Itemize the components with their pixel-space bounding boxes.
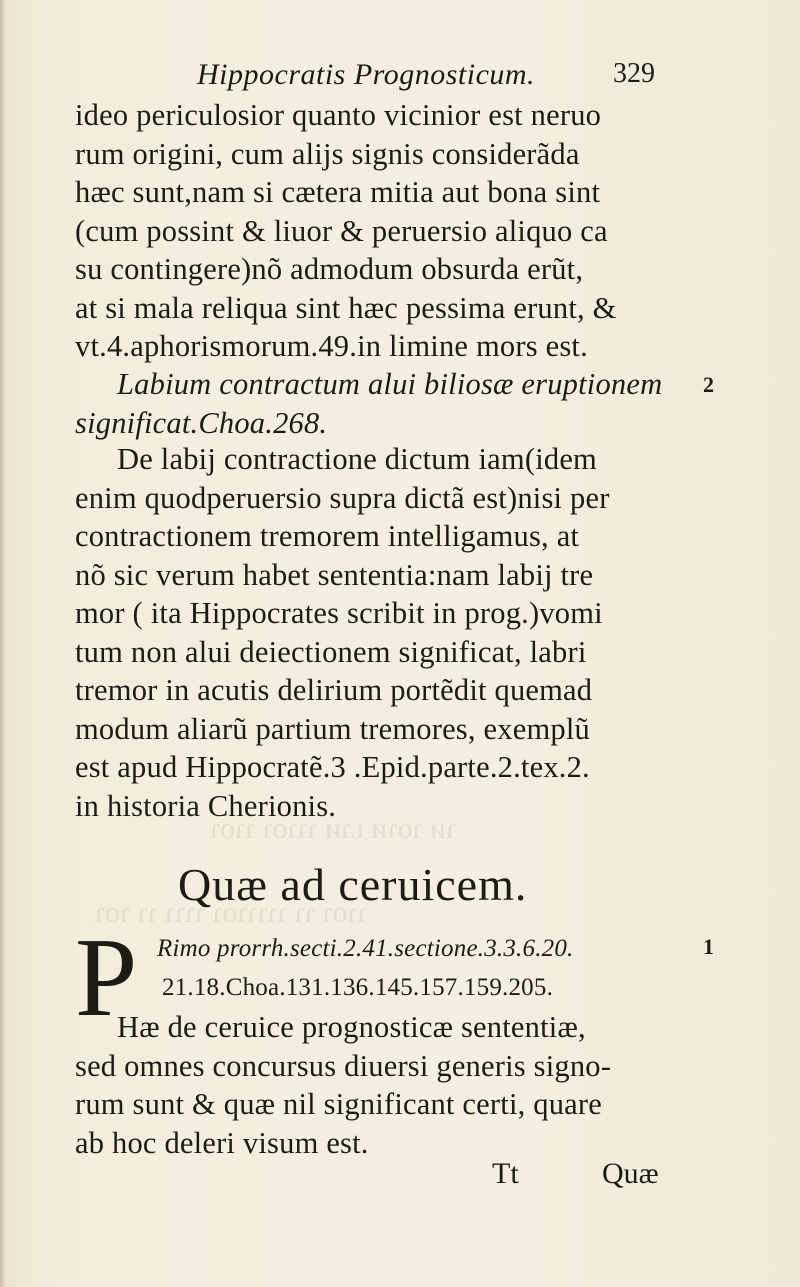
text-line: rum sunt & quæ nil significant certi, quare [75,1087,602,1121]
text-line: enim quodperuersio supra dictã est)nisi per [75,480,610,515]
text-line: vt.4.aphorismorum.49.in limine mors est. [75,329,588,363]
reference-block [157,930,677,1007]
margin-note: 1 [703,934,714,959]
margin-note: 2 [703,372,714,397]
text-line: in historia Cherionis. [75,788,337,823]
text-line: rum origini, cum alijs signis considerãda [75,136,580,171]
paragraph-2 [75,440,675,825]
text-line: mor ( ita Hippocrates scribit in prog.)vomi [75,596,603,630]
show-through-texture: ɿɿoɿ ɿɿ ɿɿɿɿɿoɿ ɿɿɿɿ ɿɿ ɿoɿ [95,896,368,929]
reference-line: 21.18.Choa.131.136.145.157.159.205. [162,973,554,1001]
text-line: tremor in acutis delirium portẽdit quemad [75,673,593,707]
text-line: De labij contractione dictum iam(idem [117,442,597,476]
show-through-texture: ɿᴎ ɿoɿᴎ ʟɿᴎ ɿɿɿoɿ ɿɿoɿ [210,812,456,845]
running-title: Hippocratis Prognosticum. [197,58,536,91]
page-gutter-edge [0,0,6,1287]
reference-line: Rimo prorrh.secti.2.41.sectione.3.3.6.20. [157,935,574,962]
text-line: modum aliarũ partium tremores, exemplũ [75,711,590,746]
text-line: nõ sic verum habet sententia:nam labij tre [75,557,594,592]
catchword: Quæ [602,1157,659,1190]
paragraph-1 [75,96,675,366]
text-line: su contingere)nõ admodum obsurda erũt, [75,252,584,286]
text-line: tum non alui deiectionem significat, labri [75,634,587,669]
text-line: ab hoc deleri visum est. [75,1125,369,1160]
text-line: est apud Hippocratẽ.3 .Epid.parte.2.tex.2. [75,750,590,784]
text-line: contractionem tremorem intelligamus, at [75,519,580,553]
signature-mark: Tt [492,1157,519,1190]
page-number: 329 [613,58,655,89]
lemma-1 [75,365,675,442]
text-line: ideo periculosior quanto vicinior est neruo [75,98,602,132]
text-line: Hæ de ceruice prognosticæ sententiæ, [117,1010,586,1044]
text-line: hæc sunt,nam si cætera mitia aut bona sint [75,175,601,209]
paragraph-3 [75,1008,675,1162]
text-line: at si mala reliqua sint hæc pessima erunt, & [75,290,617,325]
section-heading: Quæ ad ceruicem. [178,859,528,910]
text-line: (cum possint & liuor & peruersio aliquo ca [75,213,608,248]
text-line: sed omnes concursus diuersi generis signo- [75,1048,612,1083]
lemma-line: Labium contractum alui biliosæ eruptionem [117,367,663,401]
page-footer [0,1157,800,1197]
drop-cap: P [75,916,138,1040]
running-header [75,58,655,98]
lemma-line: significat.Choa.268. [75,405,328,440]
